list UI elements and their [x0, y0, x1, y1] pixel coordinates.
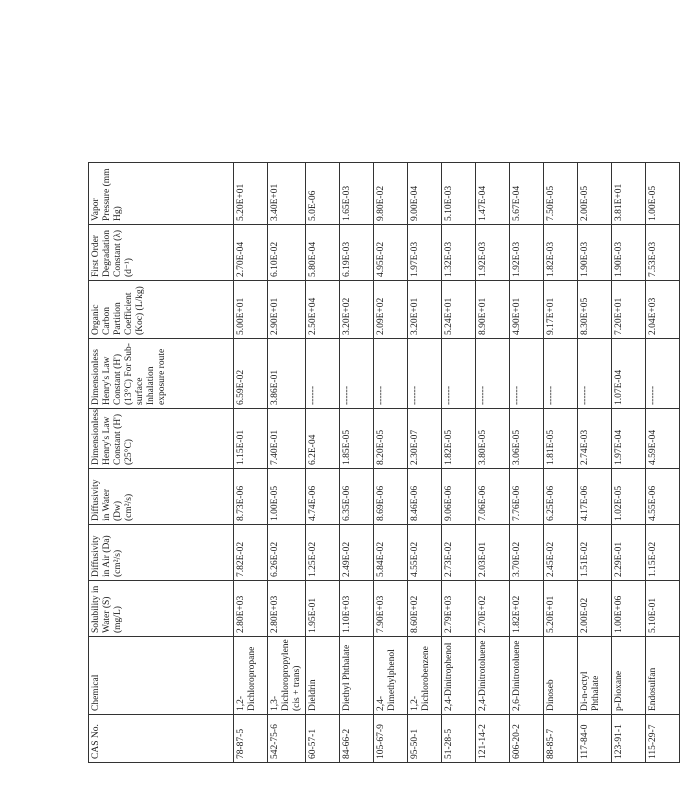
- cell-henry-13c: ------: [543, 339, 577, 409]
- cell-chemical: 2,4-Dinitrotoluene: [475, 637, 509, 715]
- header-degradation: First Order Degradation Constant (λ) (d⁻¹): [89, 225, 234, 281]
- cell-diffusivity-air: 6.26E-02: [268, 525, 306, 581]
- header-henry-25c: Dimensionless Henry's Law Constant (H') (25°C): [89, 409, 234, 469]
- cell-diffusivity-water: 7.76E-06: [509, 469, 543, 525]
- cell-henry-25c: 8.20E-05: [373, 409, 407, 469]
- cell-chemical: Dieldrin: [305, 637, 339, 715]
- header-vapor-pressure: Vapor Pressure (mm Hg): [89, 163, 234, 225]
- cell-chemical: 2,4-Dimethylphenol: [373, 637, 407, 715]
- chemical-properties-table: [88, 162, 680, 763]
- cell-cas: 105-67-9: [373, 715, 407, 763]
- cell-diffusivity-air: 5.84E-02: [373, 525, 407, 581]
- cell-henry-25c: 2.30E-07: [407, 409, 441, 469]
- cell-henry-13c: ------: [645, 339, 679, 409]
- table-row: [234, 163, 268, 763]
- cell-diffusivity-air: 4.55E-02: [407, 525, 441, 581]
- cell-henry-25c: 3.80E-05: [475, 409, 509, 469]
- cell-cas: 606-20-2: [509, 715, 543, 763]
- table-row: [475, 163, 509, 763]
- cell-koc: 2.04E+03: [645, 281, 679, 339]
- cell-degradation: 1.92E-03: [509, 225, 543, 281]
- cell-solubility: 1.82E+02: [509, 581, 543, 637]
- cell-vapor-pressure: 7.50E-05: [543, 163, 577, 225]
- cell-diffusivity-water: 7.06E-06: [475, 469, 509, 525]
- cell-koc: 4.90E+01: [509, 281, 543, 339]
- cell-chemical: 1,3-Dichloropropylene (cis + trans): [268, 637, 306, 715]
- cell-solubility: 1.00E+06: [611, 581, 645, 637]
- cell-koc: 8.90E+01: [475, 281, 509, 339]
- cell-vapor-pressure: 5.67E-04: [509, 163, 543, 225]
- cell-vapor-pressure: 5.0E-06: [305, 163, 339, 225]
- cell-henry-25c: 1.82E-05: [441, 409, 475, 469]
- cell-henry-25c: 2.74E-03: [577, 409, 611, 469]
- cell-cas: 78-87-5: [234, 715, 268, 763]
- cell-koc: 3.20E+02: [339, 281, 373, 339]
- cell-henry-13c: ------: [339, 339, 373, 409]
- cell-degradation: 5.80E-04: [305, 225, 339, 281]
- cell-chemical: 1,2-Dichlorobenzene: [407, 637, 441, 715]
- cell-chemical: Dinoseb: [543, 637, 577, 715]
- table-row: [577, 163, 611, 763]
- cell-henry-13c: ------: [475, 339, 509, 409]
- cell-degradation: 1.90E-03: [577, 225, 611, 281]
- cell-diffusivity-water: 4.55E-06: [645, 469, 679, 525]
- cell-solubility: 2.70E+02: [475, 581, 509, 637]
- cell-degradation: 1.92E-03: [475, 225, 509, 281]
- cell-chemical: 2,4-Dinitrophenol: [441, 637, 475, 715]
- cell-cas: 51-28-5: [441, 715, 475, 763]
- cell-degradation: 7.53E-03: [645, 225, 679, 281]
- cell-solubility: 2.00E-02: [577, 581, 611, 637]
- cell-henry-13c: 3.86E-01: [268, 339, 306, 409]
- cell-diffusivity-water: 6.35E-06: [339, 469, 373, 525]
- cell-diffusivity-air: 7.82E-02: [234, 525, 268, 581]
- cell-chemical: Endosulfan: [645, 637, 679, 715]
- cell-henry-13c: ------: [373, 339, 407, 409]
- cell-diffusivity-air: 2.29E-01: [611, 525, 645, 581]
- cell-solubility: 1.10E+03: [339, 581, 373, 637]
- cell-vapor-pressure: 5.10E-03: [441, 163, 475, 225]
- cell-henry-25c: 7.40E-01: [268, 409, 306, 469]
- cell-henry-25c: 1.97E-04: [611, 409, 645, 469]
- cell-koc: 3.20E+01: [407, 281, 441, 339]
- cell-diffusivity-air: 2.73E-02: [441, 525, 475, 581]
- table-row: [373, 163, 407, 763]
- cell-vapor-pressure: 1.47E-04: [475, 163, 509, 225]
- cell-henry-13c: ------: [509, 339, 543, 409]
- cell-chemical: Di-n-octyl Phthalate: [577, 637, 611, 715]
- cell-solubility: 1.95E-01: [305, 581, 339, 637]
- cell-henry-25c: 1.15E-01: [234, 409, 268, 469]
- cell-chemical: Diethyl Phthalate: [339, 637, 373, 715]
- cell-vapor-pressure: 9.00E-04: [407, 163, 441, 225]
- cell-vapor-pressure: 5.20E+01: [234, 163, 268, 225]
- cell-degradation: 6.19E-03: [339, 225, 373, 281]
- cell-degradation: 1.90E-03: [611, 225, 645, 281]
- header-diffusivity-air: Diffusivity in Air (Da) (cm²/s): [89, 525, 234, 581]
- cell-solubility: 2.80E+03: [268, 581, 306, 637]
- cell-cas: 115-29-7: [645, 715, 679, 763]
- cell-cas: 123-91-1: [611, 715, 645, 763]
- cell-henry-13c: ------: [441, 339, 475, 409]
- cell-cas: 95-50-1: [407, 715, 441, 763]
- cell-koc: 2.90E+01: [268, 281, 306, 339]
- cell-diffusivity-water: 4.74E-06: [305, 469, 339, 525]
- cell-vapor-pressure: 2.00E-05: [577, 163, 611, 225]
- cell-diffusivity-water: 8.46E-06: [407, 469, 441, 525]
- cell-henry-13c: 1.07E-04: [611, 339, 645, 409]
- cell-vapor-pressure: 9.80E-02: [373, 163, 407, 225]
- table-row: [305, 163, 339, 763]
- cell-degradation: 1.82E-03: [543, 225, 577, 281]
- cell-chemical: p-Dioxane: [611, 637, 645, 715]
- cell-solubility: 7.90E+03: [373, 581, 407, 637]
- cell-henry-13c: ------: [577, 339, 611, 409]
- cell-koc: 9.17E+01: [543, 281, 577, 339]
- cell-diffusivity-air: 1.51E-02: [577, 525, 611, 581]
- cell-diffusivity-air: 2.45E-02: [543, 525, 577, 581]
- cell-vapor-pressure: 3.40E+01: [268, 163, 306, 225]
- cell-diffusivity-water: 6.25E-06: [543, 469, 577, 525]
- cell-degradation: 2.70E-04: [234, 225, 268, 281]
- header-diffusivity-water: Diffusivity in Water (Dw) (cm²/s): [89, 469, 234, 525]
- header-cas: CAS No.: [89, 715, 234, 763]
- cell-solubility: 5.10E-01: [645, 581, 679, 637]
- table-row: [441, 163, 475, 763]
- cell-degradation: 1.32E-03: [441, 225, 475, 281]
- header-solubility: Solubility in Water (S) (mg/L): [89, 581, 234, 637]
- cell-cas: 84-66-2: [339, 715, 373, 763]
- cell-cas: 542-75-6: [268, 715, 306, 763]
- cell-diffusivity-air: 2.03E-01: [475, 525, 509, 581]
- cell-diffusivity-water: 8.73E-06: [234, 469, 268, 525]
- cell-diffusivity-water: 9.06E-06: [441, 469, 475, 525]
- cell-solubility: 2.80E+03: [234, 581, 268, 637]
- cell-diffusivity-air: 1.15E-02: [645, 525, 679, 581]
- cell-degradation: 6.10E-02: [268, 225, 306, 281]
- cell-diffusivity-water: 1.00E-05: [268, 469, 306, 525]
- cell-henry-25c: 1.81E-05: [543, 409, 577, 469]
- cell-henry-25c: 1.85E-05: [339, 409, 373, 469]
- cell-diffusivity-air: 3.70E-02: [509, 525, 543, 581]
- cell-solubility: 8.60E+02: [407, 581, 441, 637]
- cell-diffusivity-air: 1.25E-02: [305, 525, 339, 581]
- table-row: [268, 163, 306, 763]
- cell-henry-13c: ------: [305, 339, 339, 409]
- cell-koc: 2.50E+04: [305, 281, 339, 339]
- cell-henry-25c: 6.2E-04: [305, 409, 339, 469]
- cell-henry-13c: 6.59E-02: [234, 339, 268, 409]
- table-row: [509, 163, 543, 763]
- cell-cas: 117-84-0: [577, 715, 611, 763]
- cell-degradation: 4.95E-02: [373, 225, 407, 281]
- cell-diffusivity-water: 1.02E-05: [611, 469, 645, 525]
- header-henry-13c: Dimensionless Henry's Law Constant (H') (13°C) For Sub-surface Inhalation exposure route: [89, 339, 234, 409]
- table-row: [543, 163, 577, 763]
- cell-solubility: 5.20E+01: [543, 581, 577, 637]
- cell-henry-25c: 3.06E-05: [509, 409, 543, 469]
- cell-vapor-pressure: 3.81E+01: [611, 163, 645, 225]
- table-row: [407, 163, 441, 763]
- header-koc: Organic Carbon Partition Coefficient (Koc) (L/kg): [89, 281, 234, 339]
- cell-degradation: 1.97E-03: [407, 225, 441, 281]
- cell-vapor-pressure: 1.00E-05: [645, 163, 679, 225]
- table-header: [89, 163, 234, 763]
- cell-koc: 7.20E+01: [611, 281, 645, 339]
- table-row: [339, 163, 373, 763]
- table-row: [645, 163, 679, 763]
- cell-koc: 8.30E+05: [577, 281, 611, 339]
- table-row: [611, 163, 645, 763]
- cell-cas: 88-85-7: [543, 715, 577, 763]
- cell-cas: 60-57-1: [305, 715, 339, 763]
- cell-henry-13c: ------: [407, 339, 441, 409]
- cell-vapor-pressure: 1.65E-03: [339, 163, 373, 225]
- cell-cas: 121-14-2: [475, 715, 509, 763]
- cell-diffusivity-water: 4.17E-06: [577, 469, 611, 525]
- cell-solubility: 2.79E+03: [441, 581, 475, 637]
- cell-koc: 2.09E+02: [373, 281, 407, 339]
- cell-henry-25c: 4.59E-04: [645, 409, 679, 469]
- cell-chemical: 1,2-Dichloropropane: [234, 637, 268, 715]
- cell-diffusivity-air: 2.49E-02: [339, 525, 373, 581]
- header-chemical: Chemical: [89, 637, 234, 715]
- cell-koc: 5.24E+01: [441, 281, 475, 339]
- cell-diffusivity-water: 8.69E-06: [373, 469, 407, 525]
- table-body: [234, 163, 680, 763]
- cell-chemical: 2,6-Dinitrotoluene: [509, 637, 543, 715]
- cell-koc: 5.00E+01: [234, 281, 268, 339]
